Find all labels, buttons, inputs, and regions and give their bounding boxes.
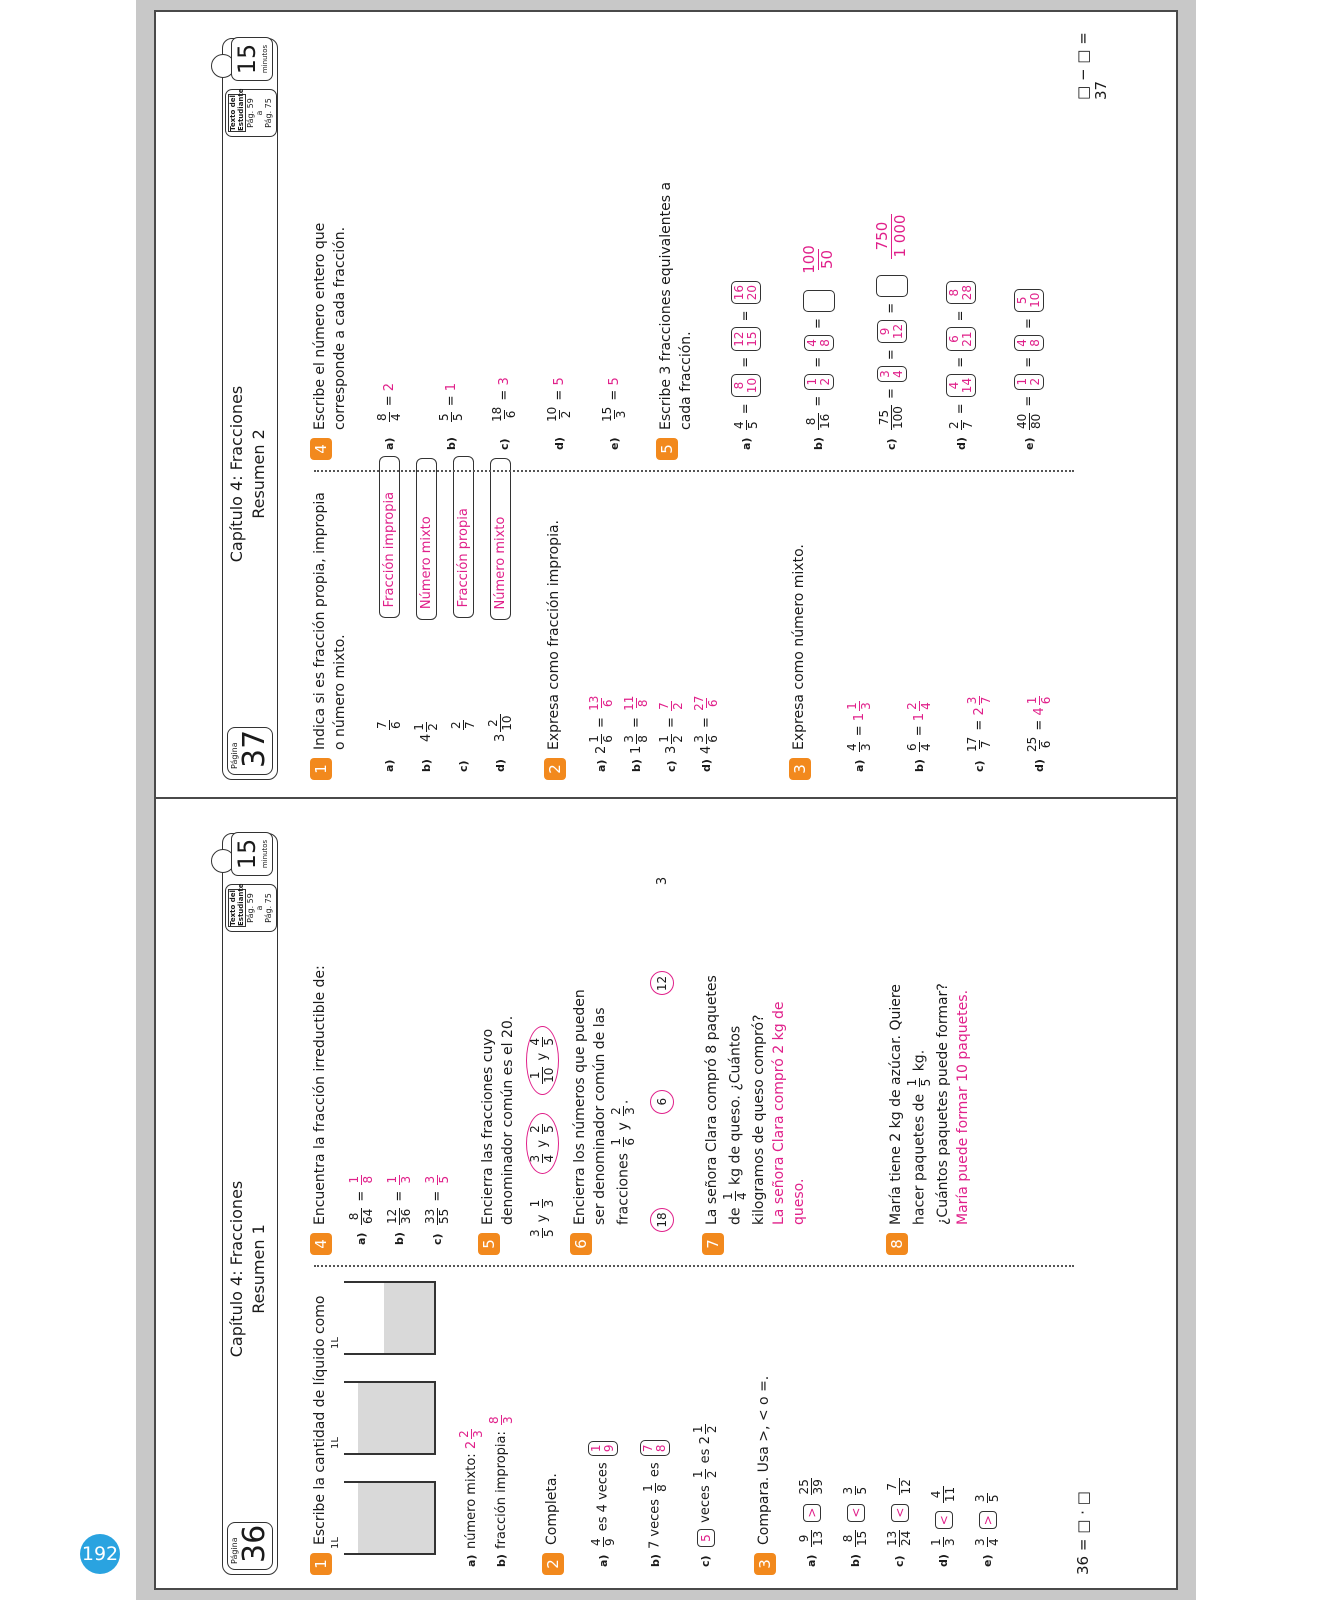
measuring-glass: 1L	[344, 1381, 436, 1455]
q2-row-a: a)2 1 6 = 13 6	[587, 695, 615, 772]
measuring-glass: 1L	[344, 1281, 436, 1355]
q3-row-a: a) 9 13 > 25 39	[797, 1479, 825, 1567]
question-number: 8	[886, 1233, 908, 1255]
q4-row-c: c) 18 6 = 3	[490, 377, 518, 450]
q1-row-b: b)4 1 2 Número mixto	[413, 458, 440, 772]
circled-option: 18	[650, 1208, 674, 1232]
page-label: Página	[230, 1537, 239, 1564]
q2-row-b: b)7 veces 1 8 es 7 8	[640, 1439, 670, 1568]
q2-row-c: c)5 veces 1 2 es 2 1 2	[691, 1425, 719, 1567]
page-num: 36	[237, 1524, 272, 1563]
timer-value: 15 minutos	[231, 832, 273, 876]
timer-value: 15 minutos	[231, 37, 273, 81]
question-4	[310, 222, 350, 454]
question-text: Expresa como fracción impropia.	[546, 520, 562, 750]
question-number: 2	[542, 1553, 564, 1575]
q3-row-c: c) 13 24 < 7 12	[885, 1479, 913, 1567]
circled-option: 6	[650, 1090, 674, 1114]
q1-row-b: b)fracción impropia: 8 3	[487, 1416, 515, 1567]
q4-row-a: a) 8 64 = 1 8	[347, 1175, 375, 1245]
question-text: ser denominador común de las	[592, 1007, 608, 1225]
question-number: 1	[310, 1553, 332, 1575]
answer-pill: Fracción impropia	[379, 456, 400, 618]
question-8: 8 María tiene 2 kg de azúcar. Quiere hacer paquetes de 1 5 kg. ¿Cuántos paquetes puede formar? María puede formar 10 paquetes.	[886, 983, 973, 1225]
question-1	[310, 492, 350, 774]
question-text: Encierra los números que pueden	[572, 989, 588, 1225]
question-text: cada fracción.	[678, 331, 694, 430]
footer-equation: 36 = □ · □	[1074, 1491, 1092, 1575]
ref-end: Pág. 75	[264, 893, 273, 923]
q1-row-d: d)3 2 10 Número mixto	[487, 458, 514, 772]
section-title: Resumen 2	[249, 429, 268, 519]
q3-row-e: e) 3 4 > 3 5	[973, 1494, 1001, 1567]
q5-row-a: a) 4 5 = 8 10 = 12 15 = 16 20	[731, 279, 761, 450]
question-3	[754, 1375, 774, 1569]
q2-row-a: a) 4 9 es 4 veces 1 9	[588, 1439, 618, 1567]
question-6: 6 Encierra los números que pueden ser denominador común de las fracciones 1 6 y 2 3 .	[570, 989, 637, 1225]
circled-option: 3 4 y 2 5	[526, 1113, 559, 1174]
q1-row-a: a) 7 6 Fracción impropia	[376, 456, 403, 772]
q1-row-c: c) 2 7 Fracción propia	[450, 456, 477, 772]
page-divider	[154, 797, 1178, 799]
ref-end: Pág. 75	[264, 98, 273, 128]
dotted-divider	[314, 470, 1074, 472]
question-7: 7 La señora Clara compró 8 paquetes de 1 4 kg de queso. ¿Cuántos kilogramos de queso compró? La señora Clara compró 2 kg de queso.	[702, 975, 809, 1225]
question-text: corresponde a cada fracción.	[332, 226, 348, 430]
question-number: 7	[702, 1233, 724, 1255]
circled-option: 1 10 y 4 5	[526, 1026, 559, 1095]
q2-row-b: b)1 3 8 = 11 8	[622, 695, 650, 772]
timer	[225, 832, 275, 878]
q4-row-a: a) 8 4 = 2	[375, 382, 403, 450]
q5-row-b: b) 8 16 = 1 2 = 4 8 = 100 50	[800, 245, 836, 450]
answer-pill: Número mixto	[416, 458, 437, 620]
section-title: Resumen 1	[249, 1224, 268, 1314]
dotted-divider	[314, 1265, 1074, 1267]
textbook-reference	[225, 89, 277, 137]
question-text: o número mixto.	[332, 634, 348, 750]
textbook-reference	[225, 884, 277, 932]
question-number: 5	[656, 438, 678, 460]
worksheet-page-36	[226, 805, 1106, 1585]
question-text: Escribe la cantidad de líquido como	[312, 1295, 328, 1545]
measuring-glass: 1L	[344, 1481, 436, 1555]
question-text: Encierra las fracciones cuyo	[480, 1028, 496, 1225]
ref-a: a	[255, 905, 264, 911]
question-text: denominador común es el 20.	[500, 1015, 516, 1225]
question-number: 4	[310, 438, 332, 460]
q4-row-b: b) 5 5 = 1	[437, 382, 465, 450]
q2-row-d: d)4 3 6 = 27 6	[692, 695, 720, 772]
answer-text: queso.	[791, 1178, 807, 1225]
question-4	[310, 965, 330, 1249]
q4-row-e: e) 15 3 = 5	[600, 377, 628, 450]
ref-a: a	[255, 110, 264, 116]
question-1	[310, 1295, 330, 1569]
q3-row-d: d) 25 6 = 4 1 6	[1025, 696, 1053, 772]
question-text: Expresa como número mixto.	[791, 544, 807, 750]
ref-start: Pág. 59	[246, 893, 255, 923]
page-num: 37	[237, 729, 272, 768]
question-text: Completa.	[544, 1473, 560, 1545]
q3-row-b: b) 8 15 < 3 5	[841, 1486, 869, 1567]
answer-pill: Número mixto	[490, 458, 511, 620]
footer-equation: □ − □ = 37	[1074, 32, 1110, 100]
chapter-title: Capítulo 4: Fracciones	[227, 385, 246, 563]
book-icon: Texto del Estudiante	[229, 883, 245, 926]
book-icon: Texto del Estudiante	[229, 88, 245, 131]
question-number: 4	[310, 1233, 332, 1255]
answer-text: María puede formar 10 paquetes.	[955, 989, 971, 1225]
timer	[225, 37, 275, 83]
q2-row-c: c)3 1 2 = 7 2	[657, 702, 685, 772]
question-2	[544, 520, 564, 774]
question-number: 1	[310, 758, 332, 780]
question-text: Escribe 3 fracciones equivalentes a	[658, 181, 674, 430]
question-5	[478, 1015, 518, 1249]
question-number: 3	[789, 758, 811, 780]
question-text: kilogramos de queso compró?	[751, 1014, 767, 1225]
question-3	[789, 544, 809, 774]
question-5	[656, 181, 696, 454]
q4-row-d: d) 10 2 = 5	[545, 377, 573, 450]
chapter-title: Capítulo 4: Fracciones	[227, 1180, 246, 1358]
page-number-badge: 192	[80, 1534, 120, 1574]
q5-row-d: d) 2 7 = 4 14 = 6 21 = 8 28	[946, 279, 976, 450]
ref-start: Pág. 59	[246, 98, 255, 128]
question-text: ¿Cuántos paquetes puede formar?	[935, 983, 951, 1225]
q3-row-c: c) 17 7 = 2 3 7	[965, 696, 993, 772]
question-text: Encuentra la fracción irreductible de:	[312, 965, 328, 1225]
question-text: Indica si es fracción propia, impropia	[312, 492, 328, 750]
option: 3	[655, 876, 670, 886]
q4-row-c: c) 33 55 = 3 5	[423, 1175, 451, 1245]
question-text: Escribe el número entero que	[312, 222, 328, 430]
question-text: Compara. Usa >, < o =.	[756, 1375, 772, 1545]
page-label: Página	[230, 742, 239, 769]
question-number: 6	[570, 1233, 592, 1255]
q1-row-a: a)número mixto: 2 2 3	[457, 1430, 485, 1567]
q3-row-b: b) 6 4 = 1 2 4	[905, 702, 933, 772]
q3-row-a: a) 4 3 = 1 1 3	[845, 702, 873, 772]
page-header	[222, 833, 278, 1575]
answer-text: La señora Clara compró 2 kg de	[771, 1001, 787, 1225]
question-2	[542, 1473, 562, 1569]
q3-row-d: d) 1 3 < 4 11	[929, 1486, 957, 1567]
q5-row-c: c) 75 100 = 3 4 = 9 12 = 750 1 000	[873, 214, 909, 450]
answer-pill: Fracción propia	[453, 456, 474, 618]
q6-options	[650, 877, 674, 1240]
page-header	[222, 38, 278, 780]
circled-option: 12	[650, 971, 674, 995]
question-number: 3	[754, 1553, 776, 1575]
question-text: María tiene 2 kg de azúcar. Quiere	[888, 984, 904, 1225]
question-number: 5	[478, 1233, 500, 1255]
q4-row-b: b) 12 36 = 1 3	[385, 1175, 413, 1245]
question-text: La señora Clara compró 8 paquetes	[704, 975, 720, 1225]
q5-options: 3 5 y 1 3 3 4 y 2 5 1 10 y 4 5	[526, 1026, 559, 1240]
worksheet-page-37	[226, 10, 1110, 790]
q5-row-e: e) 40 80 = 1 2 = 4 8 = 5 10	[1014, 287, 1044, 450]
question-number: 2	[544, 758, 566, 780]
